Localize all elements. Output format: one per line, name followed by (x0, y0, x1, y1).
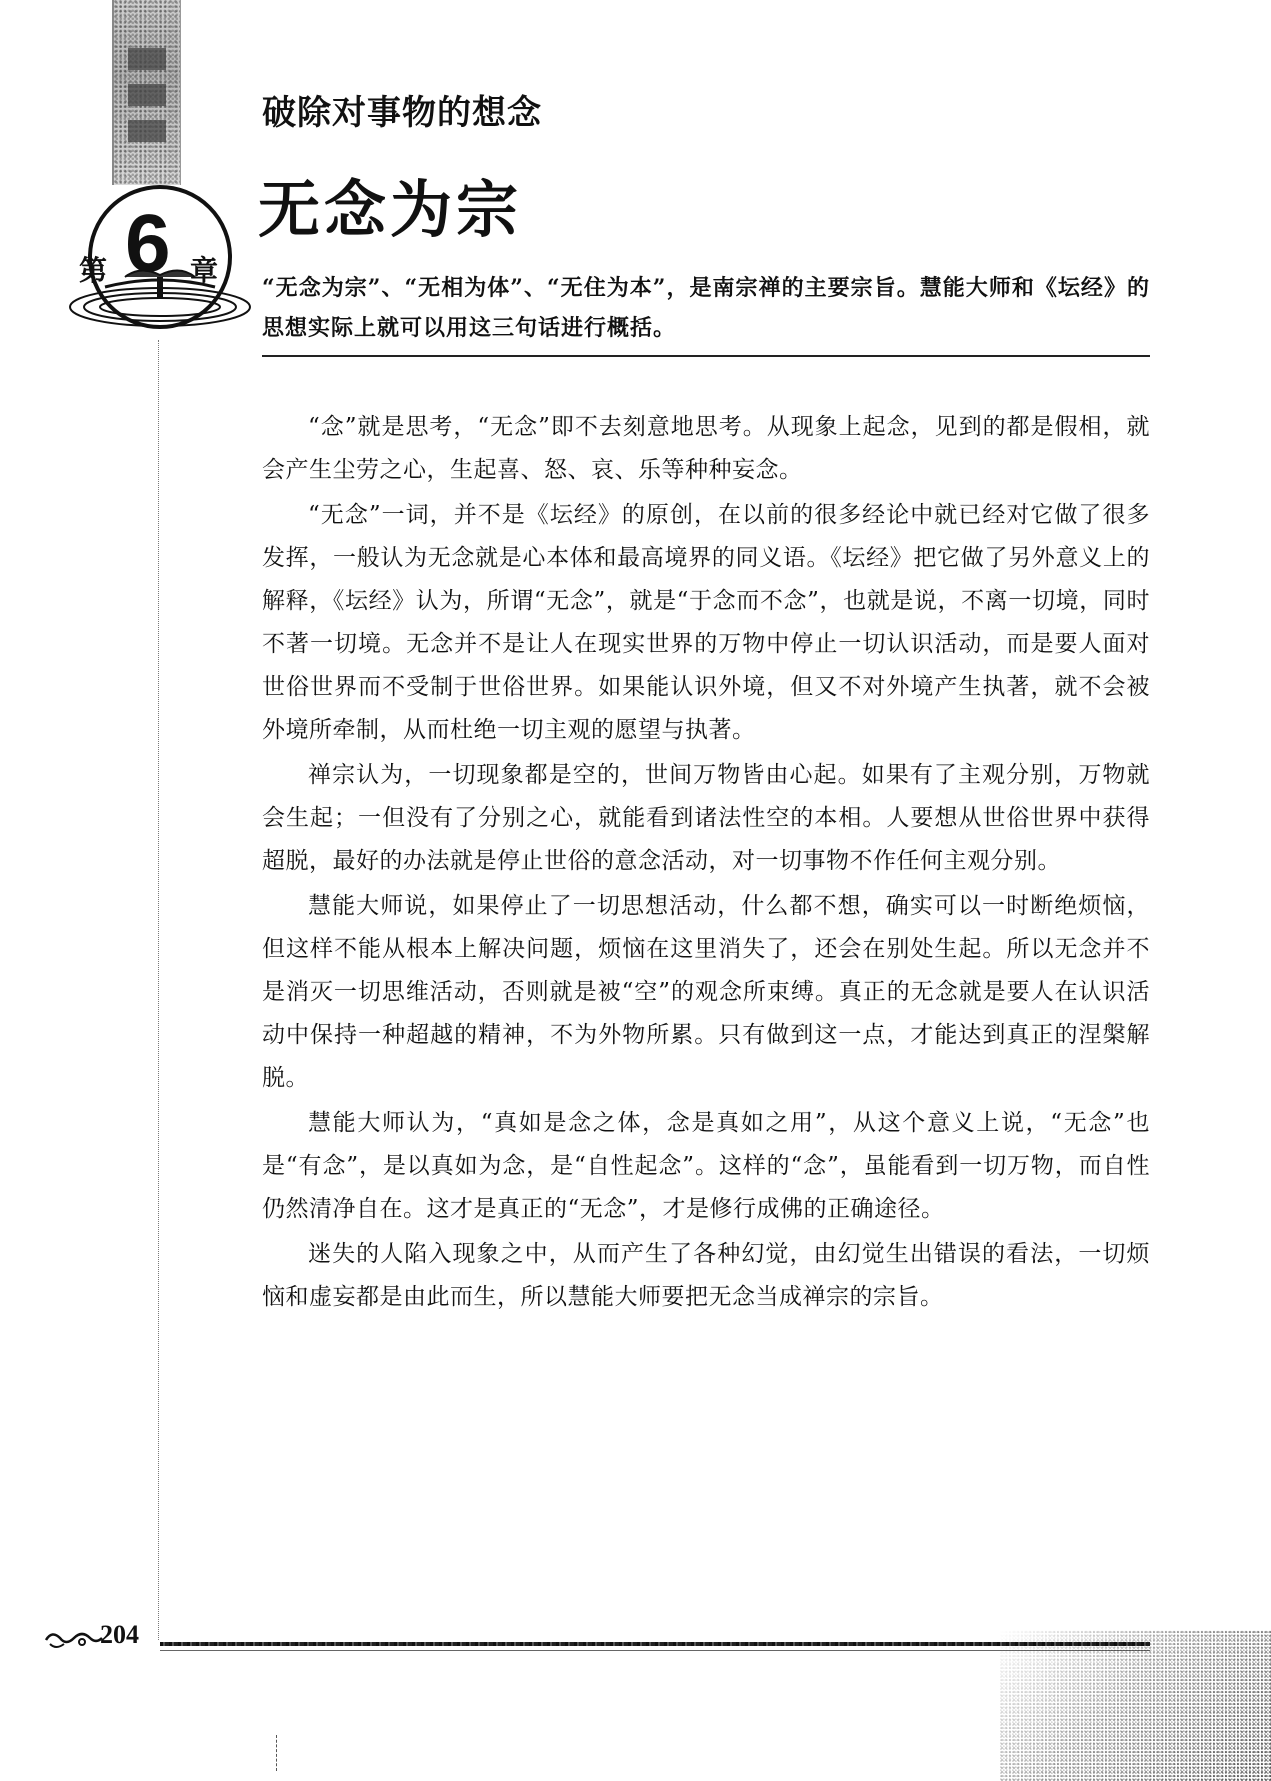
chapter-suffix: 章 (190, 254, 219, 287)
paragraph: “无念”一词，并不是《坛经》的原创，在以前的很多经论中就已经对它做了很多发挥，一般认为无念就是心本体和最高境界的同义语。《坛经》把它做了另外意义上的解释，《坛经》认为，所谓“无念”，就是“于念而不念”，也就是说，不离一切境，同时不著一切境。无念并不是让人在现实世界的万物中停止一切认识活动，而是要人面对世俗世界而不受制于世俗世界。如果能认识外境，但又不对外境产生执著，就不会被外境所牵制，从而杜绝一切主观的愿望与执著。 (262, 502, 1150, 743)
cloud-scroll-icon (42, 1624, 106, 1652)
strip-mark (128, 120, 166, 142)
chapter-subtitle: 破除对事物的想念 (262, 93, 542, 133)
paragraph: 慧能大师说，如果停止了一切思想活动，什么都不想，确实可以一时断绝烦恼，但这样不能从根本上解决问题，烦恼在这里消失了，还会在别处生起。所以无念并不是消灭一切思维活动，否则就是被“空”的观念所束缚。真正的无念就是要人在认识活动中保持一种超越的精神，不为外物所累。只有做到这一点，才能达到真正的涅槃解脱。 (262, 893, 1150, 1091)
paragraph: 迷失的人陷入现象之中，从而产生了各种幻觉，由幻觉生出错误的看法，一切烦恼和虚妄都是由此而生，所以慧能大师要把无念当成禅宗的宗旨。 (262, 1241, 1150, 1310)
body-text (262, 406, 1150, 1321)
chapter-number: 6 (125, 198, 171, 289)
scan-mark (276, 1735, 278, 1771)
strip-mark (128, 84, 166, 106)
chapter-title: 无念为宗 (258, 173, 523, 246)
chapter-badge (65, 185, 255, 375)
chapter-intro: “无念为宗”、“无相为体”、“无住为本”，是南宗禅的主要宗旨。慧能大师和《坛经》的思想实际上就可以用这三句话进行概括。 (262, 275, 1150, 341)
intro-divider (262, 355, 1150, 357)
decorative-halftone-strip (112, 0, 181, 185)
paragraph: 禅宗认为，一切现象都是空的，世间万物皆由心起。如果有了主观分别，万物就会生起；一但没有了分别之心，就能看到诸法性空的本相。人要想从世俗世界中获得超脱，最好的办法就是停止世俗的意念活动，对一切事物不作任何主观分别。 (262, 762, 1150, 874)
corner-halftone (1000, 1630, 1271, 1781)
margin-line (158, 340, 160, 1640)
paragraph: 慧能大师认为，“真如是念之体，念是真如之用”，从这个意义上说，“无念”也是“有念”，是以真如为念，是“自性起念”。这样的“念”，虽能看到一切万物，而自性仍然清净自在。这才是真正的“无念”，才是修行成佛的正确途径。 (262, 1110, 1150, 1222)
page-number: 204 (100, 1620, 139, 1649)
paragraph: “念”就是思考，“无念”即不去刻意地思考。从现象上起念，见到的都是假相，就会产生尘劳之心，生起喜、怒、哀、乐等种种妄念。 (262, 414, 1150, 483)
strip-mark (128, 48, 166, 70)
chapter-prefix: 第 (79, 254, 108, 287)
